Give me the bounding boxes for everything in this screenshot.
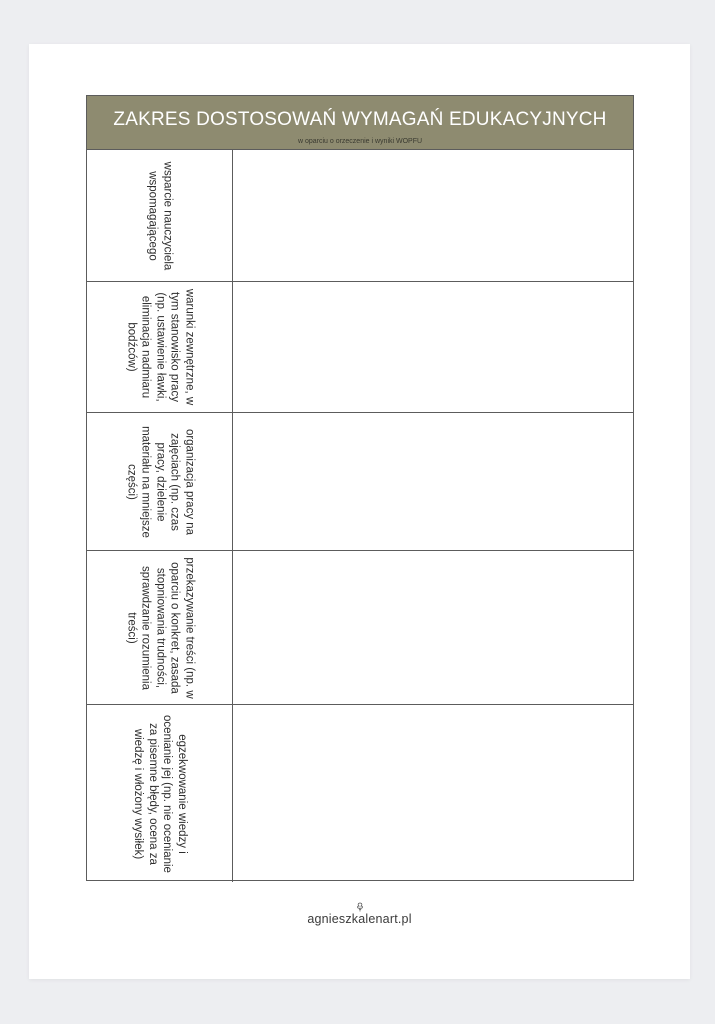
flower-sketch-icon [354, 902, 366, 912]
table-row-knowledge-assessment [87, 705, 633, 882]
row-input-cell[interactable] [233, 551, 633, 704]
page-title: ZAKRES DOSTOSOWAŃ WYMAGAŃ EDUKACYJNYCH [113, 109, 607, 130]
table-header [87, 96, 633, 150]
table-row-teacher-support [87, 150, 633, 282]
row-label: egzekwowanie wiedzy i ocenianie jej (np. nie ocenianie za pisemne błędy, ocena za wiedzę i włożony wysiłek) [132, 714, 188, 873]
table-row-content-delivery [87, 551, 633, 705]
row-label-cell [87, 551, 233, 704]
row-label: przekazywanie treści (np. w oparciu o konkret, zasada stopniowania trudności, sprawdzanie rozumienia treści) [124, 556, 195, 699]
row-label: wsparcie nauczyciela wspomagającego [146, 161, 173, 270]
document-page [29, 44, 690, 979]
row-label-cell [87, 705, 233, 882]
row-label-cell [87, 413, 233, 550]
page-subtitle: w oparciu o orzeczenie i wyniki WOPFU [297, 138, 423, 145]
table-row-external-conditions [87, 282, 633, 413]
table-row-work-organization [87, 413, 633, 551]
row-input-cell[interactable] [233, 282, 633, 412]
brand-name: agnieszkalenart.pl [307, 912, 412, 926]
row-label-cell [87, 150, 233, 281]
footer [29, 902, 690, 926]
row-input-cell[interactable] [233, 705, 633, 882]
row-label: organizacja pracy na zajęciach (np. czas pracy, dzielenie materiału na mniejsze części) [124, 425, 195, 538]
row-label-cell [87, 282, 233, 412]
row-input-cell[interactable] [233, 413, 633, 550]
row-input-cell[interactable] [233, 150, 633, 281]
adaptations-table [86, 95, 634, 881]
row-label: warunki zewnętrzne, w tym stanowisko pracy (np. ustawienie ławki, eliminacja nadmiaru bodźców) [124, 288, 195, 406]
